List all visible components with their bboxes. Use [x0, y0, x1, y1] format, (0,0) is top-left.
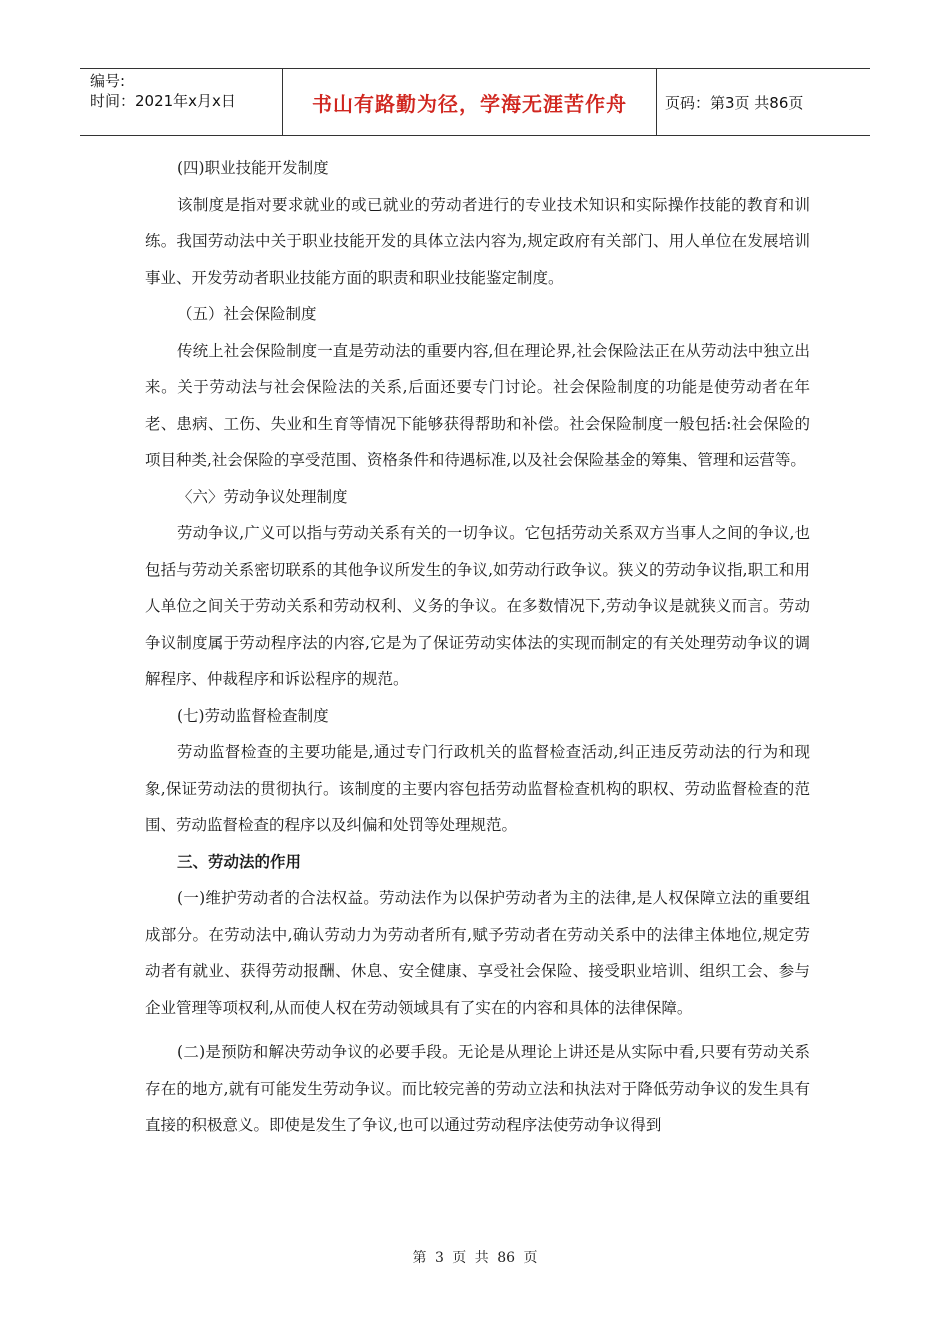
section-heading: （五）社会保险制度: [177, 305, 317, 323]
paragraph-gap: [145, 1026, 810, 1034]
paragraph: (二)是预防和解决劳动争议的必要手段。无论是从理论上讲还是从实际中看,只要有劳动关系存在的地方,就有可能发生劳动争议。而比较完善的劳动立法和执法对于降低劳动争议的发生具有直接的积极意义。即使是发生了争议,也可以通过劳动程序法使劳动争议得到: [145, 1043, 810, 1134]
section-heading: (七)劳动监督检查制度: [177, 706, 329, 725]
document-number-label: 编号:: [90, 72, 126, 90]
paragraph: 该制度是指对要求就业的或已就业的劳动者进行的专业技术知识和实际操作技能的教育和训练。我国劳动法中关于职业技能开发的具体立法内容为,规定政府有关部门、用人单位在发展培训事业、开发劳动者职业技能方面的职责和职业技能鉴定制度。: [145, 195, 810, 287]
document-body: [145, 150, 810, 1144]
paragraph: 劳动争议,广义可以指与劳动关系有关的一切争议。它包括劳动关系双方当事人之间的争议,也包括与劳动关系密切联系的其他争议所发生的争议,如劳动行政争议。狭义的劳动争议指,职工和用人单位之间关于劳动关系和劳动权利、义务的争议。在多数情况下,劳动争议是就狭义而言。劳动争议制度属于劳动程序法的内容,它是为了保证劳动实体法的实现而制定的有关处理劳动争议的调解程序、仲裁程序和诉讼程序的规范。: [145, 524, 810, 688]
section-heading: 〈六〉劳动争议处理制度: [177, 487, 348, 506]
paragraph: 劳动监督检查的主要功能是,通过专门行政机关的监督检查活动,纠正违反劳动法的行为和现象,保证劳动法的贯彻执行。该制度的主要内容包括劳动监督检查机构的职权、劳动监督检查的范围、劳动监督检查的程序以及纠偏和处罚等处理规范。: [145, 743, 810, 834]
paragraph: (一)维护劳动者的合法权益。劳动法作为以保护劳动者为主的法律,是人权保障立法的重要组成部分。在劳动法中,确认劳动力为劳动者所有,赋予劳动者在劳动关系中的法律主体地位,规定劳动者有就业、获得劳动报酬、休息、安全健康、享受社会保险、接受职业培训、组织工会、参与企业管理等项权利,从而使人权在劳动领域具有了实在的内容和具体的法律保障。: [145, 889, 810, 1017]
header-page-number: 页码：第3页 共86页: [665, 93, 804, 112]
header-motto: 书山有路勤为径，学海无涯苦作舟: [283, 69, 657, 135]
document-date: 时间：2021年x月x日: [90, 92, 236, 110]
header-meta: [80, 69, 283, 135]
chapter-heading: 三、劳动法的作用: [177, 852, 302, 871]
page-footer: 第 3 页 共 86 页: [412, 1250, 538, 1266]
page-header: [80, 68, 870, 136]
paragraph: 传统上社会保险制度一直是劳动法的重要内容,但在理论界,社会保险法正在从劳动法中独立出来。关于劳动法与社会保险法的关系,后面还要专门讨论。社会保险制度的功能是使劳动者在年老、患病、工伤、失业和生育等情况下能够获得帮助和补偿。社会保险制度一般包括:社会保险的项目种类,社会保险的享受范围、资格条件和待遇标准,以及社会保险基金的筹集、管理和运营等。: [145, 341, 810, 469]
section-heading: (四)职业技能开发制度: [177, 159, 329, 177]
